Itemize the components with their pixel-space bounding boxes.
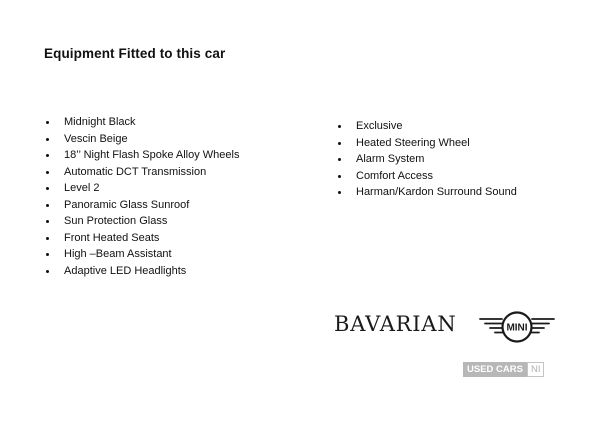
equipment-item: Panoramic Glass Sunroof xyxy=(44,197,239,214)
equipment-item: Level 2 xyxy=(44,180,239,197)
mini-logo-text: MINI xyxy=(506,322,528,334)
equipment-item: High –Beam Assistant xyxy=(44,246,239,263)
dealer-name: BAVARIAN xyxy=(334,312,457,336)
equipment-list-left xyxy=(44,114,239,279)
equipment-item: Harman/Kardon Surround Sound xyxy=(336,184,517,201)
equipment-item: Comfort Access xyxy=(336,168,517,185)
mini-wings-logo-icon xyxy=(478,310,556,344)
equipment-item: 18’’ Night Flash Spoke Alloy Wheels xyxy=(44,147,239,164)
badge-used-cars: USED CARS xyxy=(463,362,527,377)
equipment-list-right xyxy=(336,118,517,201)
used-cars-badge xyxy=(463,362,544,377)
equipment-item: Front Heated Seats xyxy=(44,230,239,247)
badge-region: NI xyxy=(527,362,545,377)
equipment-item: Alarm System xyxy=(336,151,517,168)
equipment-title: Equipment Fitted to this car xyxy=(44,46,226,61)
dealer-logo xyxy=(334,310,556,346)
equipment-item: Exclusive xyxy=(336,118,517,135)
equipment-item: Vescin Beige xyxy=(44,131,239,148)
equipment-item: Midnight Black xyxy=(44,114,239,131)
equipment-item: Adaptive LED Headlights xyxy=(44,263,239,280)
equipment-item: Sun Protection Glass xyxy=(44,213,239,230)
equipment-item: Automatic DCT Transmission xyxy=(44,164,239,181)
equipment-item: Heated Steering Wheel xyxy=(336,135,517,152)
